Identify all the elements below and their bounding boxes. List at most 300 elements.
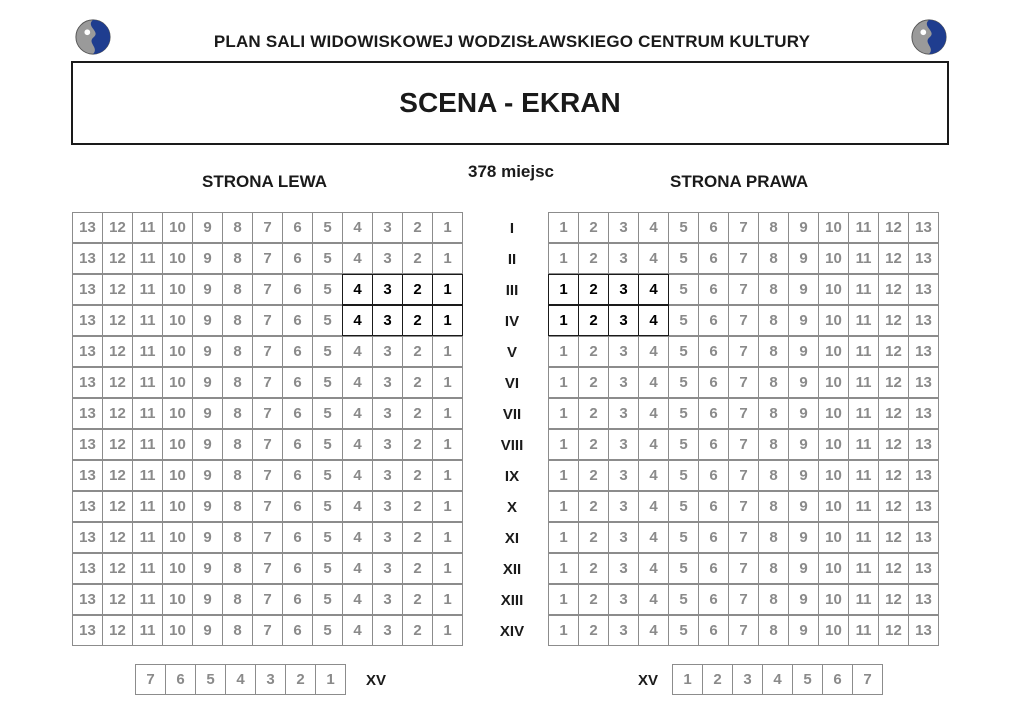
seat[interactable]: 4 <box>225 664 256 695</box>
seat-selected[interactable]: 4 <box>342 305 373 336</box>
seat[interactable]: 6 <box>282 243 313 274</box>
seat[interactable]: 4 <box>342 336 373 367</box>
seat[interactable]: 6 <box>698 212 729 243</box>
seat[interactable]: 4 <box>638 398 669 429</box>
seat[interactable]: 3 <box>372 336 403 367</box>
seat[interactable]: 6 <box>282 367 313 398</box>
seat[interactable]: 3 <box>372 522 403 553</box>
seat[interactable]: 1 <box>432 491 463 522</box>
seat[interactable]: 4 <box>342 460 373 491</box>
seat[interactable]: 12 <box>102 398 133 429</box>
seat[interactable]: 8 <box>222 553 253 584</box>
seat[interactable]: 8 <box>222 460 253 491</box>
seat[interactable]: 11 <box>132 274 163 305</box>
seat[interactable]: 2 <box>578 243 609 274</box>
seat[interactable]: 6 <box>165 664 196 695</box>
seat[interactable]: 11 <box>132 367 163 398</box>
seat[interactable]: 3 <box>608 429 639 460</box>
seat[interactable]: 13 <box>908 336 939 367</box>
seat[interactable]: 13 <box>72 460 103 491</box>
seat[interactable]: 13 <box>908 553 939 584</box>
seat[interactable]: 11 <box>132 305 163 336</box>
seat[interactable]: 4 <box>638 212 669 243</box>
seat[interactable]: 9 <box>192 491 223 522</box>
seat[interactable]: 1 <box>548 522 579 553</box>
seat[interactable]: 13 <box>72 615 103 646</box>
seat[interactable]: 6 <box>282 553 313 584</box>
seat[interactable]: 1 <box>548 460 579 491</box>
seat[interactable]: 7 <box>728 212 759 243</box>
seat[interactable]: 7 <box>728 584 759 615</box>
seat[interactable]: 3 <box>608 367 639 398</box>
seat[interactable]: 5 <box>312 243 343 274</box>
seat-selected[interactable]: 2 <box>578 305 609 336</box>
seat[interactable]: 5 <box>668 367 699 398</box>
seat[interactable]: 8 <box>758 274 789 305</box>
seat[interactable]: 10 <box>818 584 849 615</box>
seat[interactable]: 3 <box>608 491 639 522</box>
seat[interactable]: 2 <box>702 664 733 695</box>
seat[interactable]: 5 <box>668 460 699 491</box>
seat[interactable]: 8 <box>758 491 789 522</box>
seat[interactable]: 3 <box>608 553 639 584</box>
seat[interactable]: 4 <box>342 584 373 615</box>
seat[interactable]: 10 <box>818 243 849 274</box>
seat[interactable]: 11 <box>132 491 163 522</box>
seat-selected[interactable]: 4 <box>342 274 373 305</box>
seat[interactable]: 12 <box>878 274 909 305</box>
seat[interactable]: 2 <box>402 398 433 429</box>
seat[interactable]: 4 <box>638 584 669 615</box>
seat[interactable]: 12 <box>102 367 133 398</box>
seat-selected[interactable]: 3 <box>372 305 403 336</box>
seat[interactable]: 3 <box>372 460 403 491</box>
seat[interactable]: 13 <box>908 429 939 460</box>
seat[interactable]: 11 <box>132 522 163 553</box>
seat[interactable]: 2 <box>578 367 609 398</box>
seat[interactable]: 10 <box>818 367 849 398</box>
seat[interactable]: 2 <box>402 553 433 584</box>
seat[interactable]: 6 <box>698 460 729 491</box>
seat[interactable]: 9 <box>788 553 819 584</box>
seat[interactable]: 12 <box>878 491 909 522</box>
seat[interactable]: 3 <box>372 429 403 460</box>
seat[interactable]: 11 <box>848 305 879 336</box>
seat[interactable]: 10 <box>162 460 193 491</box>
seat[interactable]: 2 <box>402 460 433 491</box>
seat[interactable]: 2 <box>578 429 609 460</box>
seat[interactable]: 7 <box>728 491 759 522</box>
seat[interactable]: 5 <box>668 398 699 429</box>
seat[interactable]: 13 <box>72 398 103 429</box>
seat[interactable]: 2 <box>402 584 433 615</box>
seat[interactable]: 7 <box>252 212 283 243</box>
seat[interactable]: 10 <box>818 429 849 460</box>
seat[interactable]: 10 <box>818 615 849 646</box>
seat[interactable]: 5 <box>792 664 823 695</box>
seat[interactable]: 13 <box>908 522 939 553</box>
seat[interactable]: 2 <box>578 553 609 584</box>
seat[interactable]: 3 <box>372 367 403 398</box>
seat[interactable]: 5 <box>668 522 699 553</box>
seat[interactable]: 7 <box>252 398 283 429</box>
seat[interactable]: 5 <box>195 664 226 695</box>
seat[interactable]: 10 <box>162 615 193 646</box>
seat[interactable]: 12 <box>102 615 133 646</box>
seat[interactable]: 5 <box>312 460 343 491</box>
seat[interactable]: 6 <box>698 553 729 584</box>
seat[interactable]: 5 <box>668 336 699 367</box>
seat[interactable]: 12 <box>878 336 909 367</box>
seat[interactable]: 12 <box>102 336 133 367</box>
seat[interactable]: 13 <box>72 274 103 305</box>
seat[interactable]: 6 <box>282 336 313 367</box>
seat[interactable]: 9 <box>788 243 819 274</box>
seat[interactable]: 9 <box>192 305 223 336</box>
seat[interactable]: 12 <box>878 522 909 553</box>
seat[interactable]: 8 <box>758 429 789 460</box>
seat-selected[interactable]: 1 <box>548 305 579 336</box>
seat[interactable]: 11 <box>848 274 879 305</box>
seat[interactable]: 5 <box>668 553 699 584</box>
seat[interactable]: 6 <box>698 584 729 615</box>
seat[interactable]: 11 <box>848 584 879 615</box>
seat[interactable]: 12 <box>102 491 133 522</box>
seat[interactable]: 11 <box>132 460 163 491</box>
seat[interactable]: 9 <box>192 615 223 646</box>
seat[interactable]: 3 <box>608 460 639 491</box>
seat[interactable]: 12 <box>878 429 909 460</box>
seat[interactable]: 11 <box>132 615 163 646</box>
seat[interactable]: 1 <box>432 429 463 460</box>
seat[interactable]: 13 <box>72 553 103 584</box>
seat[interactable]: 8 <box>222 212 253 243</box>
seat[interactable]: 2 <box>402 491 433 522</box>
seat[interactable]: 2 <box>402 336 433 367</box>
seat[interactable]: 12 <box>878 615 909 646</box>
seat[interactable]: 5 <box>312 584 343 615</box>
seat[interactable]: 3 <box>372 491 403 522</box>
seat[interactable]: 13 <box>908 367 939 398</box>
seat[interactable]: 11 <box>132 212 163 243</box>
seat[interactable]: 11 <box>848 212 879 243</box>
seat[interactable]: 11 <box>132 553 163 584</box>
seat[interactable]: 1 <box>432 243 463 274</box>
seat[interactable]: 6 <box>282 274 313 305</box>
seat[interactable]: 6 <box>822 664 853 695</box>
seat[interactable]: 4 <box>638 336 669 367</box>
seat-selected[interactable]: 2 <box>402 305 433 336</box>
seat[interactable]: 1 <box>548 398 579 429</box>
seat[interactable]: 11 <box>848 398 879 429</box>
seat[interactable]: 5 <box>668 615 699 646</box>
seat[interactable]: 11 <box>848 553 879 584</box>
seat[interactable]: 9 <box>192 243 223 274</box>
seat[interactable]: 4 <box>638 243 669 274</box>
seat[interactable]: 2 <box>402 522 433 553</box>
seat[interactable]: 9 <box>192 212 223 243</box>
seat[interactable]: 1 <box>548 429 579 460</box>
seat[interactable]: 1 <box>432 336 463 367</box>
seat[interactable]: 5 <box>668 584 699 615</box>
seat[interactable]: 1 <box>672 664 703 695</box>
seat[interactable]: 7 <box>252 615 283 646</box>
seat[interactable]: 6 <box>282 522 313 553</box>
seat[interactable]: 10 <box>162 274 193 305</box>
seat[interactable]: 13 <box>72 336 103 367</box>
seat[interactable]: 6 <box>282 460 313 491</box>
seat[interactable]: 8 <box>222 584 253 615</box>
seat[interactable]: 4 <box>342 553 373 584</box>
seat[interactable]: 4 <box>342 367 373 398</box>
seat[interactable]: 6 <box>698 491 729 522</box>
seat[interactable]: 3 <box>372 615 403 646</box>
seat[interactable]: 9 <box>192 584 223 615</box>
seat-selected[interactable]: 2 <box>578 274 609 305</box>
seat[interactable]: 4 <box>638 367 669 398</box>
seat[interactable]: 1 <box>432 522 463 553</box>
seat[interactable]: 3 <box>608 212 639 243</box>
seat[interactable]: 9 <box>788 429 819 460</box>
seat[interactable]: 4 <box>762 664 793 695</box>
seat[interactable]: 2 <box>578 212 609 243</box>
seat[interactable]: 2 <box>402 429 433 460</box>
seat[interactable]: 10 <box>162 584 193 615</box>
seat[interactable]: 10 <box>162 243 193 274</box>
seat[interactable]: 11 <box>848 460 879 491</box>
seat[interactable]: 5 <box>312 491 343 522</box>
seat[interactable]: 8 <box>222 522 253 553</box>
seat[interactable]: 8 <box>758 336 789 367</box>
seat[interactable]: 11 <box>848 522 879 553</box>
seat[interactable]: 4 <box>342 615 373 646</box>
seat[interactable]: 9 <box>192 429 223 460</box>
seat-selected[interactable]: 3 <box>372 274 403 305</box>
seat[interactable]: 1 <box>548 491 579 522</box>
seat[interactable]: 9 <box>788 584 819 615</box>
seat[interactable]: 8 <box>758 615 789 646</box>
seat[interactable]: 10 <box>818 522 849 553</box>
seat[interactable]: 2 <box>402 243 433 274</box>
seat[interactable]: 6 <box>698 429 729 460</box>
seat[interactable]: 12 <box>878 553 909 584</box>
seat[interactable]: 13 <box>908 584 939 615</box>
seat[interactable]: 5 <box>312 615 343 646</box>
seat[interactable]: 8 <box>222 243 253 274</box>
seat[interactable]: 7 <box>135 664 166 695</box>
seat[interactable]: 7 <box>252 584 283 615</box>
seat[interactable]: 7 <box>728 553 759 584</box>
seat[interactable]: 8 <box>758 584 789 615</box>
seat[interactable]: 8 <box>222 398 253 429</box>
seat[interactable]: 3 <box>372 553 403 584</box>
seat[interactable]: 13 <box>908 305 939 336</box>
seat[interactable]: 13 <box>72 243 103 274</box>
seat[interactable]: 2 <box>578 491 609 522</box>
seat[interactable]: 13 <box>908 460 939 491</box>
seat[interactable]: 8 <box>222 305 253 336</box>
seat[interactable]: 9 <box>192 398 223 429</box>
seat[interactable]: 10 <box>818 553 849 584</box>
seat[interactable]: 1 <box>432 584 463 615</box>
seat[interactable]: 3 <box>372 584 403 615</box>
seat[interactable]: 7 <box>728 305 759 336</box>
seat[interactable]: 6 <box>698 243 729 274</box>
seat[interactable]: 1 <box>548 212 579 243</box>
seat[interactable]: 9 <box>788 491 819 522</box>
seat[interactable]: 12 <box>102 584 133 615</box>
seat[interactable]: 6 <box>698 522 729 553</box>
seat[interactable]: 6 <box>282 491 313 522</box>
seat[interactable]: 12 <box>878 243 909 274</box>
seat[interactable]: 5 <box>312 212 343 243</box>
seat[interactable]: 12 <box>102 274 133 305</box>
seat[interactable]: 5 <box>312 398 343 429</box>
seat[interactable]: 13 <box>908 615 939 646</box>
seat[interactable]: 5 <box>312 553 343 584</box>
seat[interactable]: 4 <box>638 522 669 553</box>
seat[interactable]: 10 <box>818 491 849 522</box>
seat[interactable]: 12 <box>102 429 133 460</box>
seat[interactable]: 12 <box>878 305 909 336</box>
seat[interactable]: 1 <box>548 584 579 615</box>
seat[interactable]: 10 <box>818 305 849 336</box>
seat[interactable]: 10 <box>162 367 193 398</box>
seat[interactable]: 10 <box>818 460 849 491</box>
seat[interactable]: 11 <box>848 429 879 460</box>
seat[interactable]: 7 <box>728 398 759 429</box>
seat[interactable]: 11 <box>132 398 163 429</box>
seat[interactable]: 13 <box>908 212 939 243</box>
seat[interactable]: 3 <box>608 243 639 274</box>
seat[interactable]: 8 <box>758 212 789 243</box>
seat[interactable]: 11 <box>848 615 879 646</box>
seat[interactable]: 11 <box>848 491 879 522</box>
seat[interactable]: 5 <box>668 212 699 243</box>
seat-selected[interactable]: 1 <box>432 274 463 305</box>
seat[interactable]: 8 <box>758 367 789 398</box>
seat-selected[interactable]: 4 <box>638 274 669 305</box>
seat[interactable]: 10 <box>818 212 849 243</box>
seat[interactable]: 1 <box>548 615 579 646</box>
seat[interactable]: 7 <box>728 336 759 367</box>
seat[interactable]: 6 <box>698 274 729 305</box>
seat[interactable]: 6 <box>698 305 729 336</box>
seat[interactable]: 9 <box>788 615 819 646</box>
seat[interactable]: 1 <box>548 553 579 584</box>
seat[interactable]: 9 <box>788 336 819 367</box>
seat[interactable]: 2 <box>402 615 433 646</box>
seat[interactable]: 5 <box>312 367 343 398</box>
seat[interactable]: 6 <box>282 429 313 460</box>
seat[interactable]: 7 <box>852 664 883 695</box>
seat[interactable]: 7 <box>252 522 283 553</box>
seat[interactable]: 9 <box>192 336 223 367</box>
seat[interactable]: 7 <box>252 460 283 491</box>
seat[interactable]: 9 <box>788 212 819 243</box>
seat[interactable]: 9 <box>192 522 223 553</box>
seat[interactable]: 9 <box>788 367 819 398</box>
seat[interactable]: 10 <box>162 429 193 460</box>
seat[interactable]: 3 <box>255 664 286 695</box>
seat[interactable]: 8 <box>222 274 253 305</box>
seat[interactable]: 1 <box>432 367 463 398</box>
seat[interactable]: 3 <box>608 398 639 429</box>
seat[interactable]: 9 <box>192 460 223 491</box>
seat[interactable]: 11 <box>848 243 879 274</box>
seat[interactable]: 8 <box>222 615 253 646</box>
seat[interactable]: 6 <box>698 336 729 367</box>
seat[interactable]: 10 <box>162 336 193 367</box>
seat-selected[interactable]: 1 <box>548 274 579 305</box>
seat[interactable]: 7 <box>728 274 759 305</box>
seat[interactable]: 13 <box>908 274 939 305</box>
seat[interactable]: 9 <box>192 367 223 398</box>
seat[interactable]: 1 <box>432 460 463 491</box>
seat[interactable]: 1 <box>432 398 463 429</box>
seat-selected[interactable]: 1 <box>432 305 463 336</box>
seat[interactable]: 6 <box>282 212 313 243</box>
seat[interactable]: 5 <box>668 243 699 274</box>
seat[interactable]: 5 <box>312 336 343 367</box>
seat[interactable]: 13 <box>908 398 939 429</box>
seat[interactable]: 7 <box>728 429 759 460</box>
seat[interactable]: 1 <box>548 243 579 274</box>
seat[interactable]: 11 <box>848 367 879 398</box>
seat[interactable]: 6 <box>698 615 729 646</box>
seat[interactable]: 11 <box>132 243 163 274</box>
seat[interactable]: 7 <box>728 615 759 646</box>
seat[interactable]: 5 <box>668 274 699 305</box>
seat[interactable]: 4 <box>342 522 373 553</box>
seat[interactable]: 10 <box>162 553 193 584</box>
seat[interactable]: 8 <box>758 305 789 336</box>
seat[interactable]: 12 <box>102 460 133 491</box>
seat[interactable]: 6 <box>282 398 313 429</box>
seat[interactable]: 11 <box>132 429 163 460</box>
seat[interactable]: 7 <box>252 243 283 274</box>
seat[interactable]: 3 <box>608 336 639 367</box>
seat[interactable]: 2 <box>402 367 433 398</box>
seat[interactable]: 13 <box>72 491 103 522</box>
seat[interactable]: 4 <box>342 429 373 460</box>
seat[interactable]: 1 <box>548 336 579 367</box>
seat[interactable]: 7 <box>252 553 283 584</box>
seat[interactable]: 12 <box>102 243 133 274</box>
seat[interactable]: 12 <box>878 584 909 615</box>
seat[interactable]: 8 <box>222 491 253 522</box>
seat[interactable]: 13 <box>908 491 939 522</box>
seat[interactable]: 3 <box>608 522 639 553</box>
seat[interactable]: 5 <box>668 491 699 522</box>
seat[interactable]: 7 <box>728 522 759 553</box>
seat[interactable]: 6 <box>282 305 313 336</box>
seat[interactable]: 4 <box>342 398 373 429</box>
seat[interactable]: 12 <box>878 460 909 491</box>
seat[interactable]: 11 <box>132 584 163 615</box>
seat[interactable]: 10 <box>162 398 193 429</box>
seat[interactable]: 6 <box>282 584 313 615</box>
seat[interactable]: 3 <box>608 615 639 646</box>
seat[interactable]: 9 <box>788 305 819 336</box>
seat[interactable]: 3 <box>372 398 403 429</box>
seat[interactable]: 3 <box>372 212 403 243</box>
seat[interactable]: 1 <box>432 553 463 584</box>
seat[interactable]: 7 <box>252 274 283 305</box>
seat-selected[interactable]: 2 <box>402 274 433 305</box>
seat-selected[interactable]: 3 <box>608 305 639 336</box>
seat[interactable]: 8 <box>758 460 789 491</box>
